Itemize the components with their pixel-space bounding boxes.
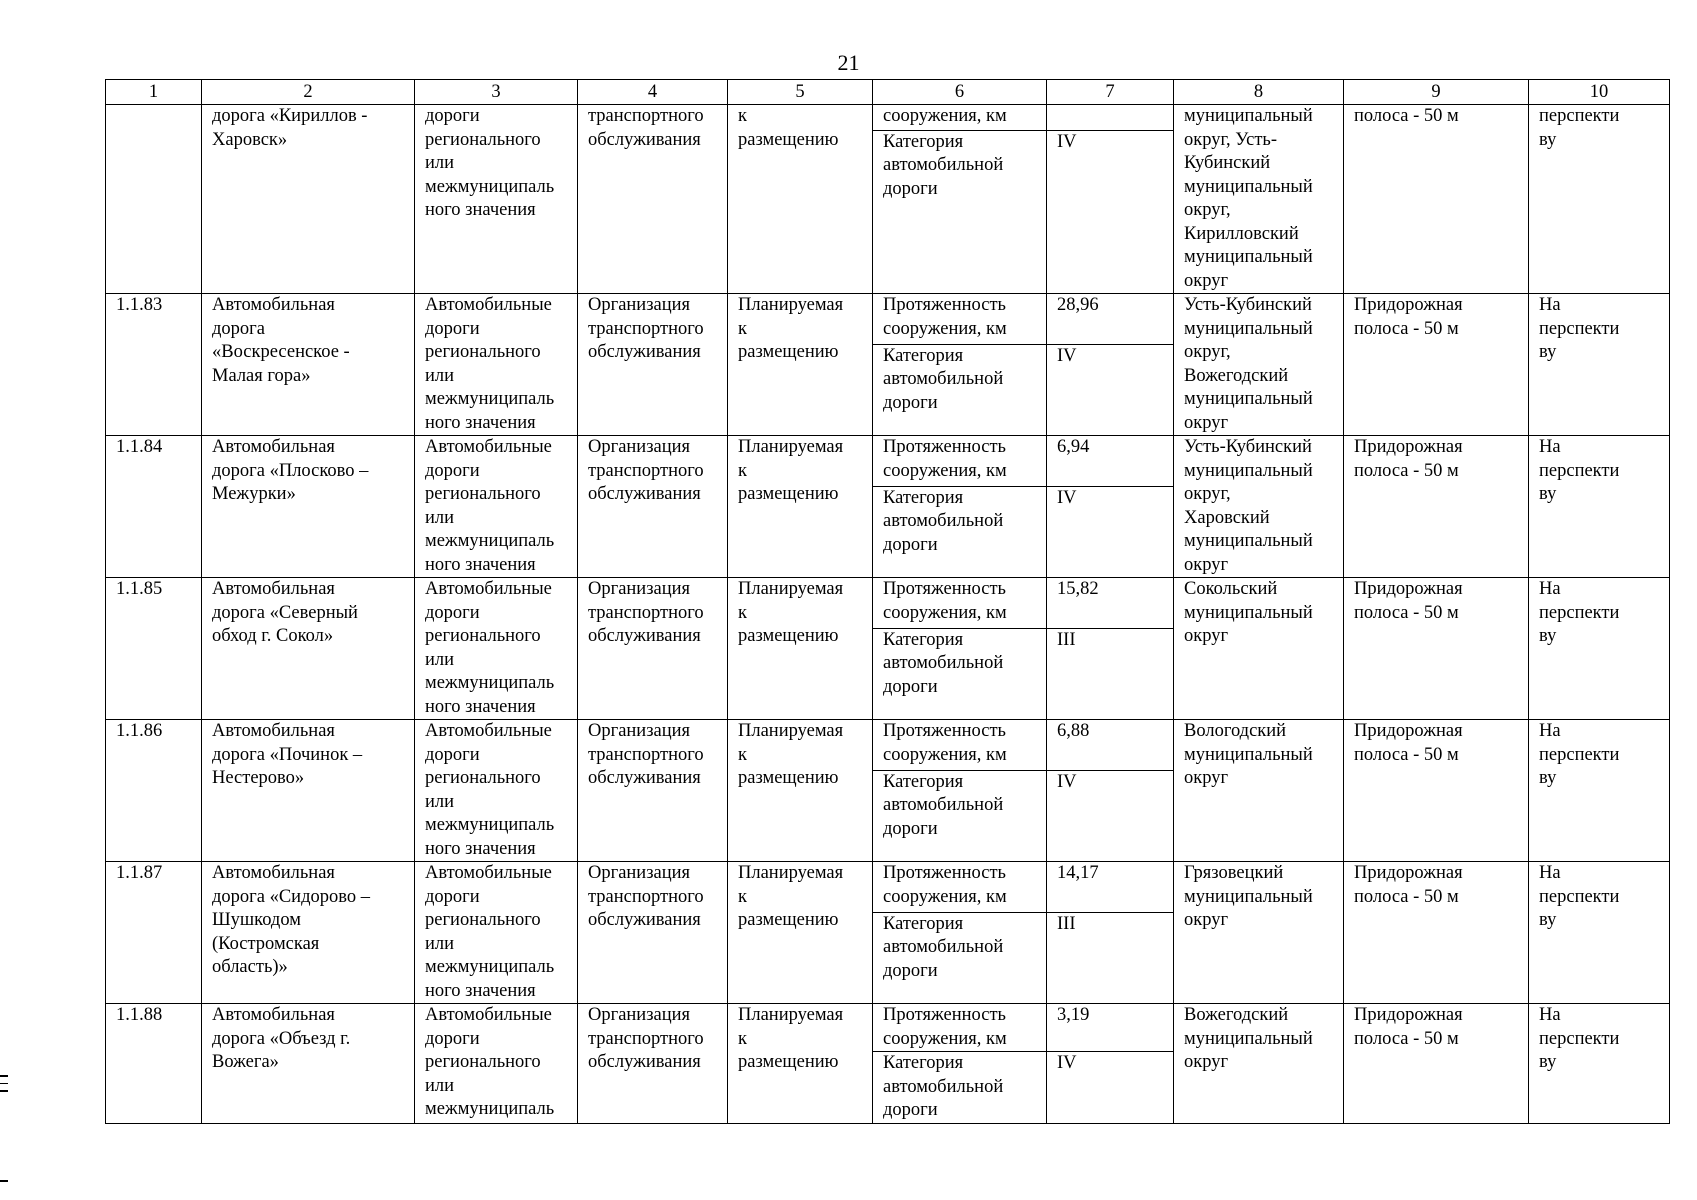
table-row [106,862,1670,913]
column-number: 9 [1344,80,1529,105]
parameter-length-cell: Протяженность сооружения, км [873,1004,1047,1052]
term-cell: На перспекти ву [1529,1004,1670,1124]
column-number: 4 [578,80,728,105]
object-status-cell: Планируемая к размещению [728,720,873,862]
object-type-cell: Автомобильные дороги регионального или межмуниципаль ного значения [415,720,578,862]
term-cell: На перспекти ву [1529,436,1670,578]
parameter-length-value: 6,94 [1047,436,1174,487]
object-purpose-cell: Организация транспортного обслуживания [578,862,728,1004]
table-row [106,578,1670,629]
parameter-length-cell: Протяженность сооружения, км [873,436,1047,487]
parameter-category-value: IV [1047,770,1174,861]
parameter-length-value: 28,96 [1047,294,1174,345]
object-status-cell: к размещению [728,105,873,294]
object-name-cell: Автомобильная дорога «Сидорово – Шушкодом (Костромская область)» [202,862,415,1004]
object-purpose-cell: Организация транспортного обслуживания [578,436,728,578]
parameter-category-cell: Категория автомобильной дороги [873,344,1047,435]
parameter-category-cell: Категория автомобильной дороги [873,912,1047,1003]
page-number: 21 [837,50,860,75]
column-number: 1 [106,80,202,105]
column-number: 5 [728,80,873,105]
parameter-category-cell: Категория автомобильной дороги [873,770,1047,861]
object-purpose-cell: Организация транспортного обслуживания [578,1004,728,1124]
term-cell: перспекти ву [1529,105,1670,294]
parameter-length-cell: Протяженность сооружения, км [873,720,1047,771]
parameter-category-cell: Категория автомобильной дороги [873,130,1047,293]
object-name-cell: Автомобильная дорога «Плосково – Межурки» [202,436,415,578]
object-name-cell: дорога «Кириллов - Харовск» [202,105,415,294]
object-code-cell: 1.1.86 [106,720,202,862]
location-cell: муниципальный округ, Усть- Кубинский муниципальный округ, Кирилловский муниципальный округ [1174,105,1344,294]
zone-cell: Придорожная полоса - 50 м [1344,294,1529,436]
column-number: 7 [1047,80,1174,105]
object-type-cell: Автомобильные дороги регионального или межмуниципаль [415,1004,578,1124]
parameter-category-value: III [1047,628,1174,719]
object-status-cell: Планируемая к размещению [728,436,873,578]
parameter-length-cell: сооружения, км [873,105,1047,131]
parameter-length-value [1047,105,1174,131]
parameter-category-value: IV [1047,344,1174,435]
parameter-length-value: 6,88 [1047,720,1174,771]
zone-cell: Придорожная полоса - 50 м [1344,578,1529,720]
column-number: 2 [202,80,415,105]
object-code-cell: 1.1.84 [106,436,202,578]
object-status-cell: Планируемая к размещению [728,862,873,1004]
object-code-cell: 1.1.87 [106,862,202,1004]
table-row [106,1004,1670,1052]
zone-cell: Придорожная полоса - 50 м [1344,436,1529,578]
object-type-cell: Автомобильные дороги регионального или межмуниципаль ного значения [415,436,578,578]
parameter-length-cell: Протяженность сооружения, км [873,862,1047,913]
table-row [106,294,1670,345]
parameter-length-cell: Протяженность сооружения, км [873,294,1047,345]
object-name-cell: Автомобильная дорога «Воскресенское - Малая гора» [202,294,415,436]
location-cell: Сокольский муниципальный округ [1174,578,1344,720]
term-cell: На перспекти ву [1529,720,1670,862]
zone-cell: Придорожная полоса - 50 м [1344,862,1529,1004]
location-cell: Усть-Кубинский муниципальный округ, Вожегодский муниципальный округ [1174,294,1344,436]
object-status-cell: Планируемая к размещению [728,578,873,720]
object-code-cell: 1.1.85 [106,578,202,720]
object-type-cell: Автомобильные дороги регионального или межмуниципаль ного значения [415,862,578,1004]
object-code-cell: 1.1.83 [106,294,202,436]
object-status-cell: Планируемая к размещению [728,294,873,436]
object-type-cell: Автомобильные дороги регионального или межмуниципаль ного значения [415,294,578,436]
object-status-cell: Планируемая к размещению [728,1004,873,1124]
margin-tick [0,1180,8,1182]
location-cell: Грязовецкий муниципальный округ [1174,862,1344,1004]
column-number: 10 [1529,80,1670,105]
term-cell: На перспекти ву [1529,862,1670,1004]
table-row-continuation [106,105,1670,131]
parameter-category-value: III [1047,912,1174,1003]
parameter-length-cell: Протяженность сооружения, км [873,578,1047,629]
location-cell: Вологодский муниципальный округ [1174,720,1344,862]
object-purpose-cell: транспортного обслуживания [578,105,728,294]
object-code-cell [106,105,202,294]
object-purpose-cell: Организация транспортного обслуживания [578,578,728,720]
object-type-cell: дороги регионального или межмуниципаль ного значения [415,105,578,294]
column-number-row [106,80,1670,105]
parameter-length-value: 15,82 [1047,578,1174,629]
object-purpose-cell: Организация транспортного обслуживания [578,294,728,436]
parameter-length-value: 14,17 [1047,862,1174,913]
location-cell: Усть-Кубинский муниципальный округ, Харовский муниципальный округ [1174,436,1344,578]
column-number: 8 [1174,80,1344,105]
parameter-category-value: IV [1047,486,1174,577]
object-name-cell: Автомобильная дорога «Починок – Нестерово» [202,720,415,862]
parameter-category-cell: Категория автомобильной дороги [873,628,1047,719]
object-purpose-cell: Организация транспортного обслуживания [578,720,728,862]
parameter-category-value: IV [1047,1052,1174,1124]
parameter-category-cell: Категория автомобильной дороги [873,486,1047,577]
zone-cell: полоса - 50 м [1344,105,1529,294]
objects-table [105,79,1670,1124]
location-cell: Вожегодский муниципальный округ [1174,1004,1344,1124]
term-cell: На перспекти ву [1529,578,1670,720]
column-number: 6 [873,80,1047,105]
zone-cell: Придорожная полоса - 50 м [1344,1004,1529,1124]
parameter-category-cell: Категория автомобильной дороги [873,1052,1047,1124]
table-row [106,436,1670,487]
table-row [106,720,1670,771]
object-type-cell: Автомобильные дороги регионального или межмуниципаль ного значения [415,578,578,720]
object-name-cell: Автомобильная дорога «Северный обход г. Сокол» [202,578,415,720]
term-cell: На перспекти ву [1529,294,1670,436]
margin-binding-marks [0,1075,10,1098]
object-name-cell: Автомобильная дорога «Объезд г. Вожега» [202,1004,415,1124]
parameter-length-value: 3,19 [1047,1004,1174,1052]
column-number: 3 [415,80,578,105]
zone-cell: Придорожная полоса - 50 м [1344,720,1529,862]
parameter-category-value: IV [1047,130,1174,293]
object-code-cell: 1.1.88 [106,1004,202,1124]
